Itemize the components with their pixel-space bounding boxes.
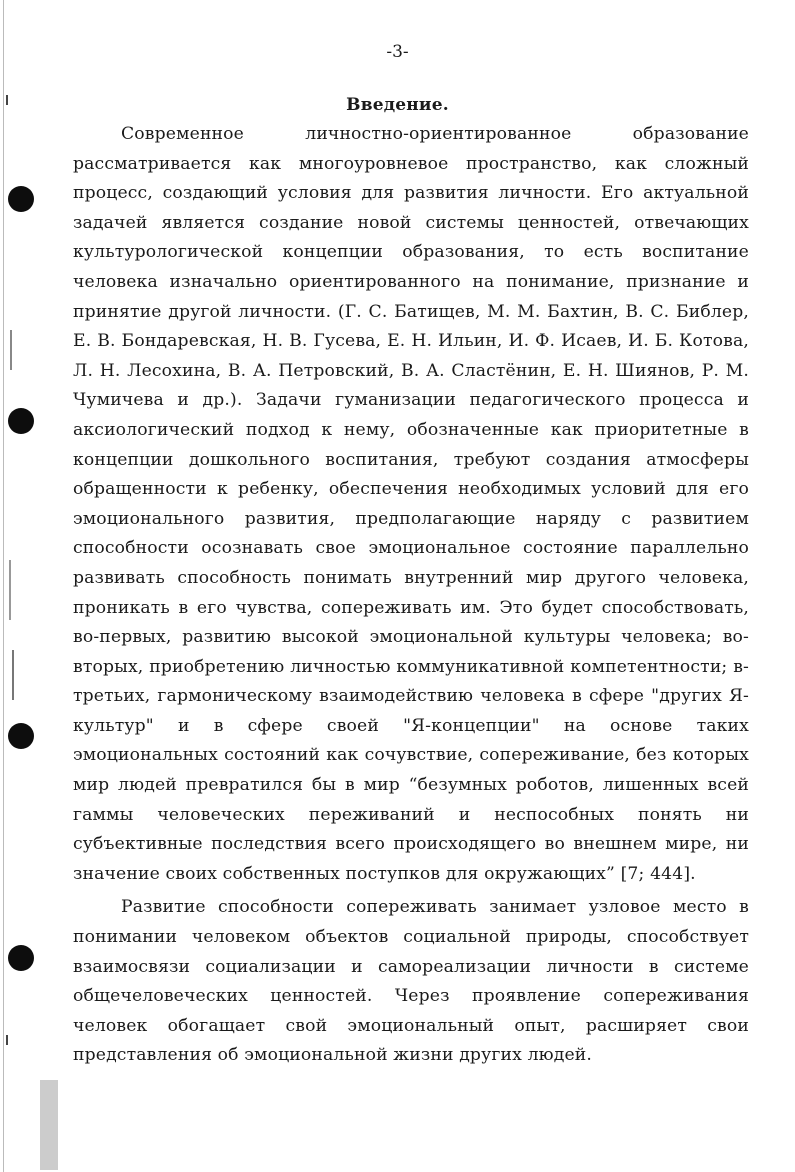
scan-line	[10, 330, 12, 370]
paragraph: Современное личностно-ориентированное образование рассматривается как многоуровневое пространство, как сложный процесс, создающий условия для развития личности. Его актуальной задачей является создание новой системы ценностей, отвечающих культурологической концепции образования, то есть воспитание человека изначально ориентированного на понимание, признание и принятие другой личности. (Г. С. Батищев, М. М. Бахтин, В. С. Библер, Е. В. Бондаревская, Н. В. Гусева, Е. Н. Ильин, И. Ф. Исаев, И. Б. Котова, Л. Н. Лесохина, В. А. Петровский, В. А. Сластёнин, Е. Н. Шиянов, Р. М. Чумичева и др.). Задачи гуманизации педагогического процесса и аксиологический подход к нему, обозначенные как приоритетные в концепции дошкольного воспитания, требуют создания атмосферы обращенности к ребенку, обеспечения необходимых условий для его эмоционального развития, предполагающие наряду с развитием способности осознавать свое эмоциональное состояние параллельно развивать способность понимать внутренний мир другого человека, проникать в его чувства, сопереживать им. Это будет способствовать, во-первых, развитию высокой эмоциональной культуры человека; во-вторых, приобретению личностью коммуникативной компетентности; в-третьих, гармоническому взаимодействию человека в сфере "других Я-культур" и в сфере своей "Я-концепции" на основе таких эмоциональных состояний как сочувствие, сопереживание, без которых мир людей превратился бы в мир “безумных роботов, лишенных всей гаммы человеческих переживаний и неспособных понять ни субъективные последствия всего происходящего во внешнем мире, ни значение своих собственных поступков для окружающих” [7; 444].	[73, 124, 749, 884]
binder-hole	[8, 945, 34, 971]
binder-hole	[8, 186, 34, 212]
binder-hole	[8, 408, 34, 434]
page-number: -3-	[386, 42, 409, 62]
paragraph: Развитие способности сопереживать занимает узловое место в понимании человеком объектов социальной природы, способствует взаимосвязи социализации и самореализации личности в системе общечеловеческих ценностей. Через проявление сопереживания человек обогащает свой эмоциональный опыт, расширяет свои представления об эмоциональной жизни других людей.	[73, 897, 749, 1066]
scan-line	[9, 560, 11, 620]
scan-line	[12, 650, 14, 700]
scan-line	[40, 1080, 58, 1170]
scan-margin-artifacts	[0, 0, 70, 1172]
scan-line	[3, 0, 4, 1172]
scan-line	[6, 1035, 8, 1045]
section-heading: Введение.	[346, 95, 449, 115]
body-text	[73, 120, 749, 1071]
binder-hole	[8, 723, 34, 749]
